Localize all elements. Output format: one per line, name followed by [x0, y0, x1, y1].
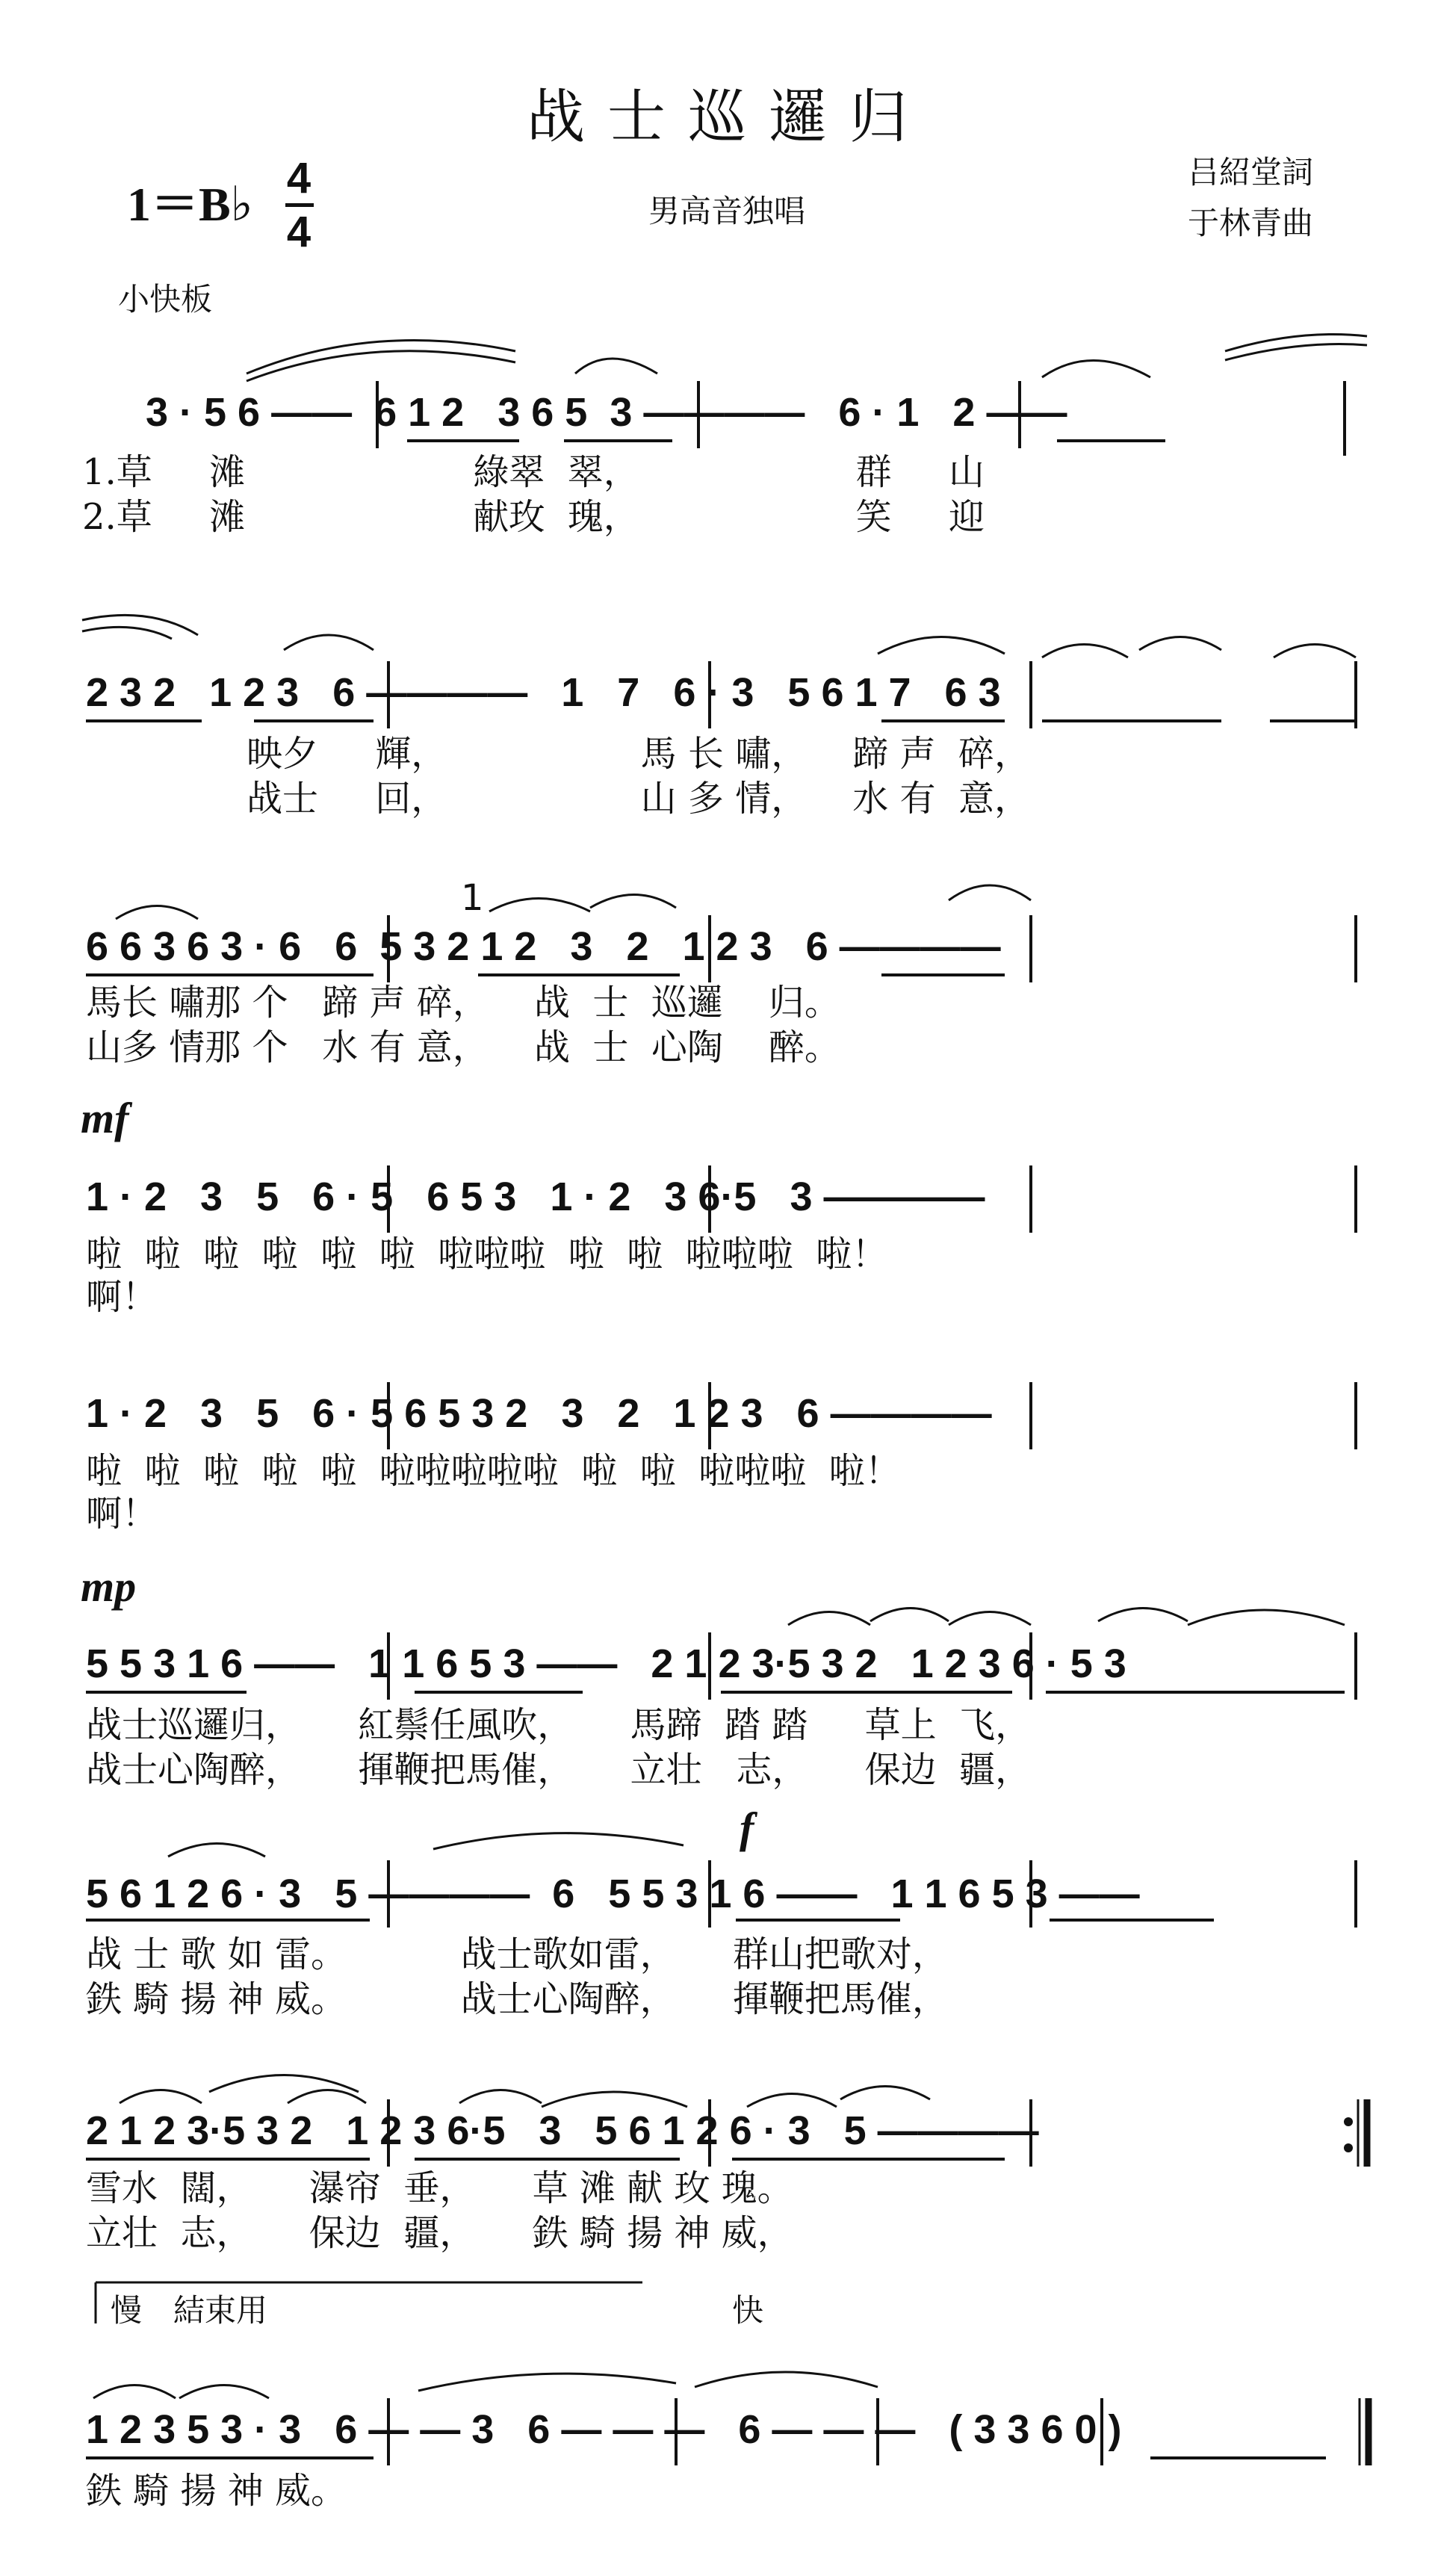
system-9-lyrics: 鉄 騎 揚 神 威。: [86, 2470, 347, 2512]
final-barline: [1360, 2398, 1369, 2465]
system-4-notes: 1 · 2 3 5 6 · 5 6 5 3 1 · 2 3 6·5 3 ————: [86, 1174, 985, 1219]
barlines: [377, 381, 1356, 2465]
system-6-lyrics-verse-2: 战士心陶醉， 揮鞭把馬催， 立壮 志， 保边 疆，: [86, 1749, 1032, 1791]
system-2-notes: 2 3 2 1 2 3 6 ———— 1 7 6 · 3 5 6 1 7 6 3: [86, 670, 1001, 715]
system-3-lyrics-verse-1: 馬长 嘯那 个 蹄 声 碎， 战 士 巡邏 归。: [86, 982, 840, 1024]
tempo-fast: 快: [732, 2292, 764, 2329]
system-5-notes: 1 · 2 3 5 6 · 5 6 5 3 2 3 2 1 2 3 6 ————: [86, 1391, 992, 1436]
ending-label: 結束用: [173, 2292, 268, 2329]
system-9-notes: 1 2 3 5 3 · 3 6 — — 3 6 — — — 6 — — — ( 3 3 6 0 ): [86, 2407, 1122, 2452]
system-8-notes: 2 1 2 3·5 3 2 1 2 3 6·5 3 5 6 1 2 6 · 3 5 ————: [86, 2108, 1039, 2153]
song-title: 战士巡邏归: [527, 84, 931, 151]
slurs: [82, 335, 1367, 2399]
system-7-lyrics-verse-1: 战 士 歌 如 雷。 战士歌如雷， 群山把歌对，: [86, 1933, 948, 1975]
dynamic-mp: mp: [81, 1562, 137, 1611]
system-5-lyrics-verse-1: 啦 啦 啦 啦 啦 啦啦啦啦啦 啦 啦 啦啦啦 啦！: [86, 1450, 901, 1492]
beams: [86, 441, 1356, 2458]
tempo-slow: 慢: [111, 2292, 143, 2329]
system-6-notes: 5 5 3 1 6 —— 1 1 6 5 3 —— 2 1 2 3·5 3 2 1 2 3 6 · 5 3: [86, 1641, 1126, 1686]
time-signature-bottom: 4: [286, 208, 311, 256]
grace-note: 1: [461, 877, 484, 919]
tempo-marking: 小快板: [118, 281, 213, 318]
dynamic-mf: mf: [81, 1094, 129, 1142]
system-8-lyrics-verse-1: 雪水 闊， 瀑帘 垂， 草 滩 献 玫 瑰。: [86, 2167, 793, 2209]
system-3-notes: 6 6 3 6 3 · 6 6 5 3 2 1 2 3 2 1 2 3 6 ————: [86, 924, 1001, 969]
composer-credit: 于林青曲: [1188, 205, 1314, 241]
dynamic-f: f: [740, 1803, 754, 1852]
repeat-sign: [1344, 2099, 1367, 2167]
system-7-notes: 5 6 1 2 6 · 3 5 ———— 6 5 5 3 1 6 —— 1 1 6 5 3 ——: [86, 1871, 1140, 1916]
system-5-lyrics-verse-2: 啊！: [86, 1493, 158, 1535]
lyricist-credit: 吕紹堂詞: [1188, 154, 1314, 191]
performance-note: 男高音独唱: [648, 193, 806, 229]
system-6-lyrics-verse-1: 战士巡邏归， 紅鬃任風吹， 馬蹄 踏 踏 草上 飞，: [86, 1704, 1032, 1746]
system-4-lyrics-verse-2: 啊！: [86, 1276, 158, 1318]
ending-bracket: [96, 2282, 642, 2323]
system-8-lyrics-verse-2: 立壮 志， 保边 疆， 鉄 騎 揚 神 威，: [86, 2212, 793, 2254]
system-3-lyrics-verse-2: 山多 情那 个 水 有 意， 战 士 心陶 醉。: [86, 1027, 840, 1068]
system-1-notes: 3 · 5 6 —— 6 1 2 3 6 5 3 ———— 6 · 1 2 ——: [146, 390, 1067, 435]
time-signature-top: 4: [286, 154, 311, 202]
system-1-lyrics-verse-1: 1.草 滩 綠翠 翠， 群 山: [82, 451, 985, 493]
key-signature: 1＝B♭: [127, 178, 253, 231]
system-4-lyrics-verse-1: 啦 啦 啦 啦 啦 啦 啦啦啦 啦 啦 啦啦啦 啦！: [86, 1233, 888, 1275]
system-2-lyrics-verse-2: 战士 回， 山 多 情， 水 有 意，: [247, 778, 1030, 820]
system-2-lyrics-verse-1: 映夕 輝， 馬 长 嘯， 蹄 声 碎，: [247, 733, 1030, 775]
system-7-lyrics-verse-2: 鉄 騎 揚 神 威。 战士心陶醉， 揮鞭把馬催，: [86, 1978, 948, 2020]
system-1-lyrics-verse-2: 2.草 滩 献玫 瑰， 笑 迎: [82, 496, 985, 538]
